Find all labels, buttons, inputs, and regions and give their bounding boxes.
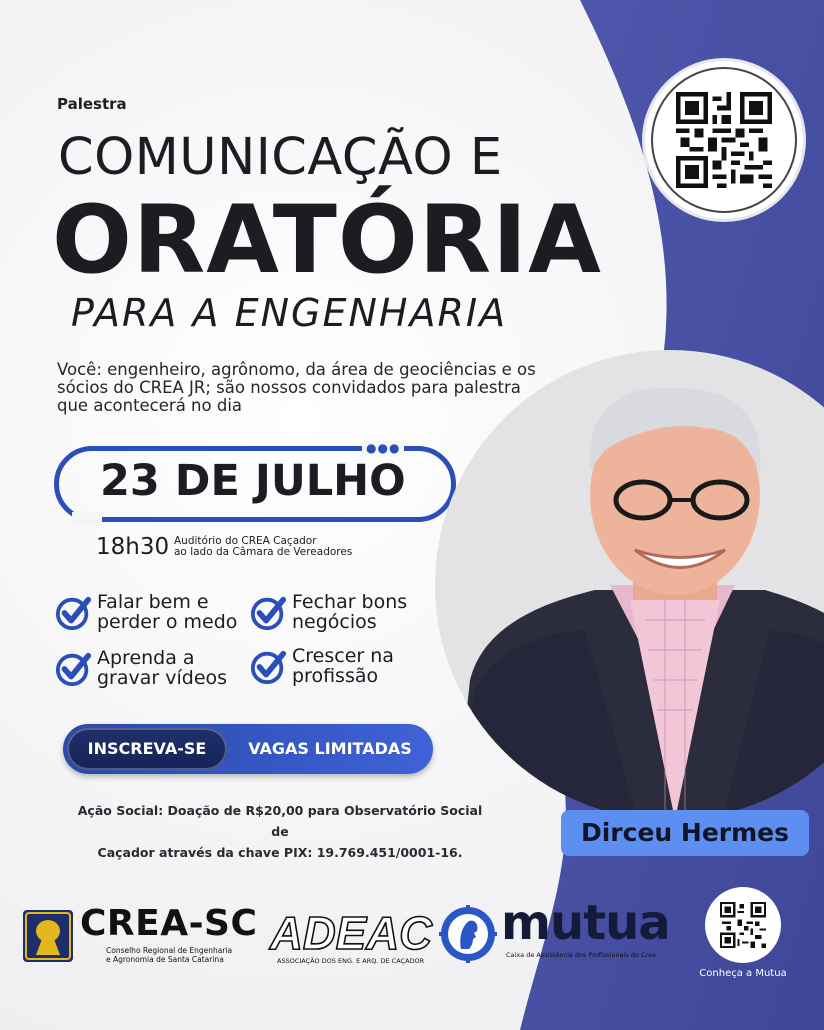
adeac-logo xyxy=(266,905,436,960)
feature-text xyxy=(292,646,394,686)
event-kicker: Palestra xyxy=(57,95,127,113)
mutua-logo-name: mutua xyxy=(501,895,670,951)
limited-spots-label: VAGAS LIMITADAS xyxy=(248,739,412,758)
feature-line-2: profissão xyxy=(292,665,379,687)
feature-line-1: Crescer na xyxy=(292,645,394,667)
check-circle-icon xyxy=(250,648,288,686)
title-line-2: ORATÓRIA xyxy=(52,186,602,295)
crea-sub-line-2: e Agronomia de Santa Catarina xyxy=(106,954,224,964)
check-circle-icon xyxy=(55,594,93,632)
check-circle-icon xyxy=(55,650,93,688)
qr-code-main[interactable] xyxy=(642,58,806,222)
mutua-emblem-icon xyxy=(439,905,497,963)
venue-line-2: ao lado da Câmara de Vereadores xyxy=(174,546,353,558)
event-date: 23 DE JULHO xyxy=(100,456,406,506)
dots-icon: ●●● xyxy=(362,441,404,455)
crea-sub-line-1: Conselho Regional de Engenharia xyxy=(106,946,233,955)
social-action-text xyxy=(70,800,490,863)
adeac-logo-name: ADEAC xyxy=(269,907,433,959)
qr-code-icon xyxy=(720,902,766,948)
social-action-line-2: Caçador através da chave PIX: 19.769.451/0001-16. xyxy=(97,845,463,860)
invite-text: Você: engenheiro, agrônomo, da área de geociências e os sócios do CREA JR; são nossos convidados para palestra que acontecerá no dia xyxy=(57,360,536,415)
feature-line-2: perder o medo xyxy=(97,611,238,633)
feature-line-2: gravar vídeos xyxy=(97,667,228,689)
venue-line-1: Auditório do CREA Caçador xyxy=(174,535,317,547)
title-line-1: COMUNICAÇÃO E xyxy=(58,128,503,187)
feature-text xyxy=(97,592,237,632)
title-line-3: PARA A ENGENHARIA xyxy=(71,291,508,335)
event-venue xyxy=(174,536,352,558)
feature-text xyxy=(292,592,407,632)
social-action-line-1: Ação Social: Doação de R$20,00 para Observatório Social de xyxy=(77,803,483,839)
crea-emblem-icon xyxy=(22,909,74,963)
check-circle-icon xyxy=(250,594,288,632)
event-time: 18h30 xyxy=(96,534,170,560)
crea-logo-name: CREA-SC xyxy=(80,903,258,944)
feature-line-2: negócios xyxy=(292,611,377,633)
adeac-logo-subtitle: ASSOCIAÇÃO DOS ENG. E ARQ. DE CAÇADOR xyxy=(277,957,425,965)
mutua-logo-subtitle: Caixa de Assistência dos Profissionais do Crea xyxy=(506,951,657,959)
qr-code-icon xyxy=(676,92,772,188)
crea-logo-subtitle xyxy=(106,947,232,964)
date-frame-gap xyxy=(72,512,102,526)
feature-line-1: Falar bem e xyxy=(97,591,209,613)
feature-line-1: Aprenda a xyxy=(97,647,195,669)
qr-code-mutua[interactable] xyxy=(705,887,781,963)
speaker-name: Dirceu Hermes xyxy=(561,810,809,856)
signup-button[interactable] xyxy=(67,728,227,770)
signup-banner[interactable] xyxy=(63,724,433,774)
qr-mutua-label: Conheça a Mutua xyxy=(699,968,787,979)
feature-text xyxy=(97,648,227,688)
feature-line-1: Fechar bons xyxy=(292,591,408,613)
signup-button-label: INSCREVA-SE xyxy=(87,739,207,758)
